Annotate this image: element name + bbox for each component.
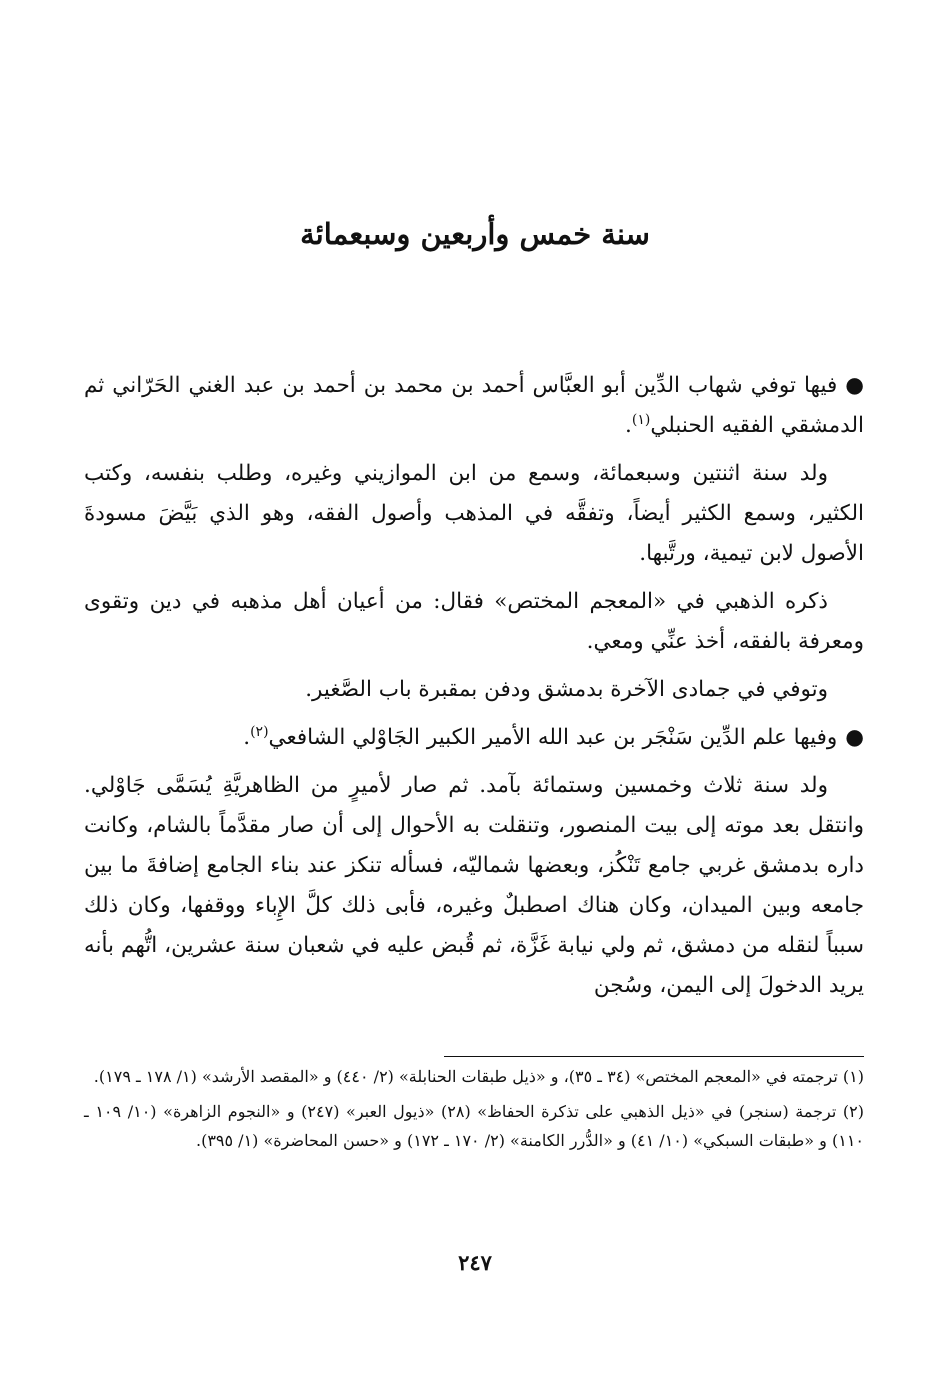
paragraph-end: . (625, 413, 632, 438)
footnote-ref-1[interactable]: (١) (631, 411, 651, 428)
footnote-1: (١) ترجمته في «المعجم المختص» (٣٤ ـ ٣٥)، و «ذيل طبقات الحنابلة» (٢/ ٤٤٠) و «المقصد الأرشد» (١/ ١٧٨ ـ ١٧٩). (93, 1067, 864, 1086)
paragraph-text: فيها توفي شهاب الدِّين أبو العبَّاس أحمد بن محمد بن أحمد بن عبد الغني الحَرّاني ثم الدمشقي الفقيه الحنبلي (84, 373, 864, 438)
footnote-ref-2[interactable]: (٢) (250, 723, 269, 740)
paragraph-birth-shihab: ولد سنة اثنتين وسبعمائة، وسمع من ابن الموازيني وغيره، وطلب بنفسه، وكتب الكثير، وسمع الكثير أيضاً، وتفقَّه في المذهب وأصول الفقه، وهو الذي بَيَّضَ مسودةَ الأصول لابن تيمية، ورتَّبها. (84, 461, 864, 566)
paragraph-text: وفيها علم الدِّين سَنْجَر بن عبد الله الأمير الكبير الجَاوْلي الشافعي (268, 725, 838, 750)
chapter-title: سنة خمس وأربعين وسبعمائة (300, 217, 650, 251)
bullet-icon: ● (845, 725, 864, 750)
footnote-divider (444, 1056, 864, 1057)
bullet-icon: ● (845, 373, 864, 398)
paragraph-sanjar-biography: ولد سنة ثلاث وخمسين وستمائة بآمد. ثم صار لأميرٍ من الظاهريَّةِ يُسَمَّى جَاوْلي. وانتقل بعد موته إلى بيت المنصور، وتنقلت به الأحوال إلى أن صار مقدَّماً بالشام، وكانت داره بدمشق غربي جامع تَنْكُز، وبعضها شماليّه، فسأله تنكز عند بناء الجامع إضافةَ ما بين جامعه وبين الميدان، وكان هناك اصطبلٌ وغيره، فأبى ذلك كلَّ الإِباء ووقفها، وكان ذلك سبباً لنقله من دمشق، ثم ولي نيابة غَزَّة، ثم قُبض عليه في شعبان سنة عشرين، اتُّهم بأنه يريد الدخولَ إلى اليمن، وسُجن (84, 773, 864, 998)
paragraph-death-sanjar (84, 718, 864, 758)
main-text (84, 366, 864, 1014)
paragraph-end: . (243, 725, 251, 750)
footnotes-section (84, 1062, 864, 1161)
footnote-2: (٢) ترجمة (سنجر) في «ذيل الذهبي على تذكرة الحفاظ» (٢٨) «ذيول العبر» (٢٤٧) و «النجوم الزاهرة» (١٠/ ١٠٩ ـ ١١٠) و «طبقات السبكي» (١٠/ ٤١) و «الدُّرر الكامنة» (٢/ ١٧٠ ـ ١٧٢) و «حسن المحاضرة» (١/ ٣٩٥). (84, 1102, 865, 1150)
paragraph-dhahabi-mention: ذكره الذهبي في «المعجم المختص» فقال: من أعيان أهل مذهبه في دين وتقوى ومعرفة بالفقه، أخذ عنِّي ومعي. (84, 589, 864, 654)
page-number: ٢٤٧ (458, 1250, 492, 1275)
paragraph-burial: وتوفي في جمادى الآخرة بدمشق ودفن بمقبرة باب الصَّغير. (305, 677, 828, 702)
paragraph-death-shihab (84, 366, 864, 446)
